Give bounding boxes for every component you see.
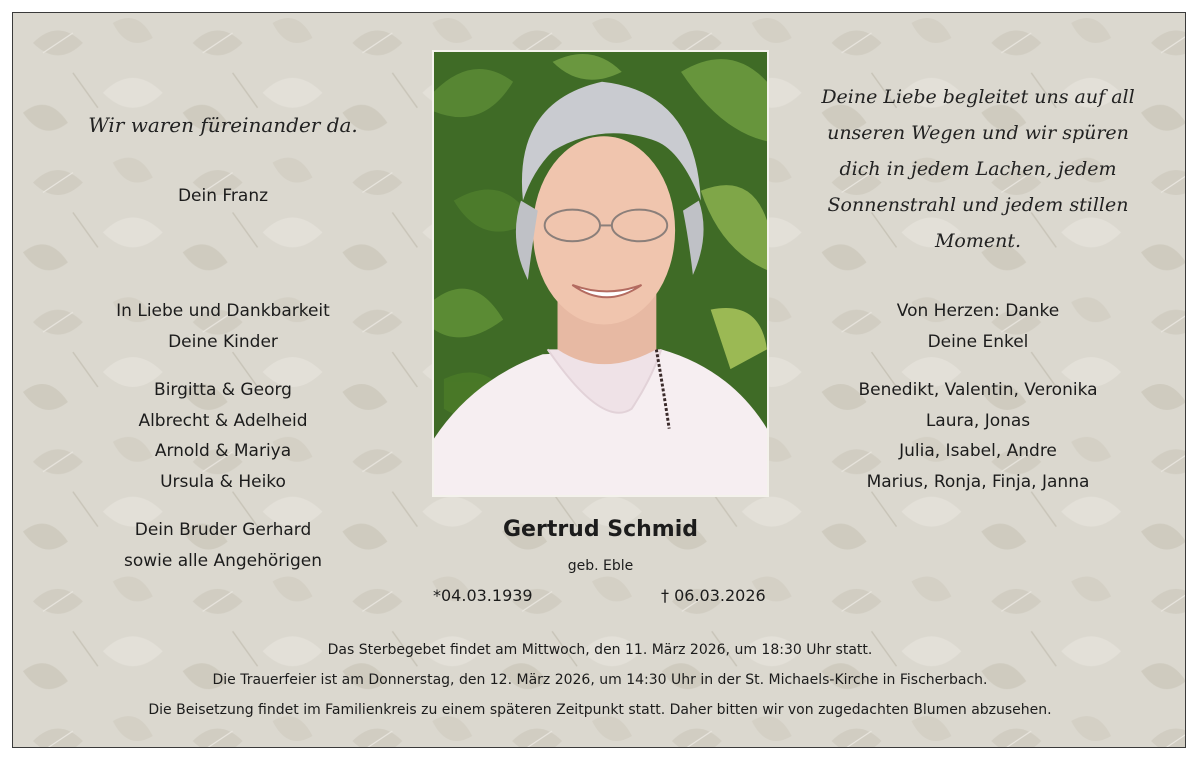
poem-line: Moment. xyxy=(934,230,1022,252)
grandchildren-label: Deine Enkel xyxy=(927,332,1029,352)
left-column xyxy=(53,113,393,137)
love-line: In Liebe und Dankbarkeit xyxy=(116,301,330,321)
notice-line: Die Trauerfeier ist am Donnerstag, den 12. März 2026, um 14:30 Uhr in der St. Michaels-Kirche in Fischerbach. xyxy=(212,672,988,688)
list-item: Laura, Jonas xyxy=(925,410,1031,431)
notice-line: Die Beisetzung findet im Familienkreis zu einem späteren Zeitpunkt statt. Daher bitten wir von zugedachten Blumen abzusehen. xyxy=(148,702,1052,718)
notices-block xyxy=(13,635,1186,725)
list-item: Benedikt, Valentin, Veronika xyxy=(858,380,1098,400)
list-item: Albrecht & Adelheid xyxy=(138,410,308,431)
brother-line: Dein Bruder Gerhard xyxy=(134,520,312,540)
relatives-line: sowie alle Angehörigen xyxy=(123,550,323,571)
left-signature-block xyxy=(53,186,393,206)
children-label: Deine Kinder xyxy=(168,332,278,352)
right-poem xyxy=(808,79,1148,259)
poem-line: Sonnenstrahl und jedem stillen xyxy=(827,194,1129,216)
portrait-photo xyxy=(432,50,769,497)
birth-date: *04.03.1939 xyxy=(433,586,533,605)
notice-line: Das Sterbegebet findet am Mittwoch, den 11. März 2026, um 18:30 Uhr statt. xyxy=(327,642,873,658)
death-date: † 06.03.2026 xyxy=(661,586,766,605)
birth-name-block xyxy=(432,558,769,574)
thanks-line: Von Herzen: Danke xyxy=(896,301,1060,321)
children-block xyxy=(53,296,393,358)
left-quote: Wir waren füreinander da. xyxy=(88,113,358,137)
list-item: Marius, Ronja, Finja, Janna xyxy=(866,471,1090,492)
poem-line: Deine Liebe begleitet uns auf all xyxy=(821,86,1135,108)
obituary-card xyxy=(12,12,1186,748)
poem-line: dich in jedem Lachen, jedem xyxy=(839,158,1117,180)
relatives-block xyxy=(53,515,393,576)
grandchildren-list xyxy=(808,375,1148,497)
children-list xyxy=(53,375,393,497)
grandchildren-block xyxy=(808,296,1148,358)
list-item: Arnold & Mariya xyxy=(154,441,292,461)
signature-franz: Dein Franz xyxy=(177,186,269,206)
birth-name: geb. Eble xyxy=(567,558,634,574)
list-item: Birgitta & Georg xyxy=(154,380,292,400)
list-item: Ursula & Heiko xyxy=(160,471,286,492)
deceased-name: Gertrud Schmid xyxy=(502,517,699,542)
poem-line: unseren Wegen und wir spüren xyxy=(827,122,1129,144)
list-item: Julia, Isabel, Andre xyxy=(899,441,1057,461)
name-block xyxy=(432,517,769,542)
